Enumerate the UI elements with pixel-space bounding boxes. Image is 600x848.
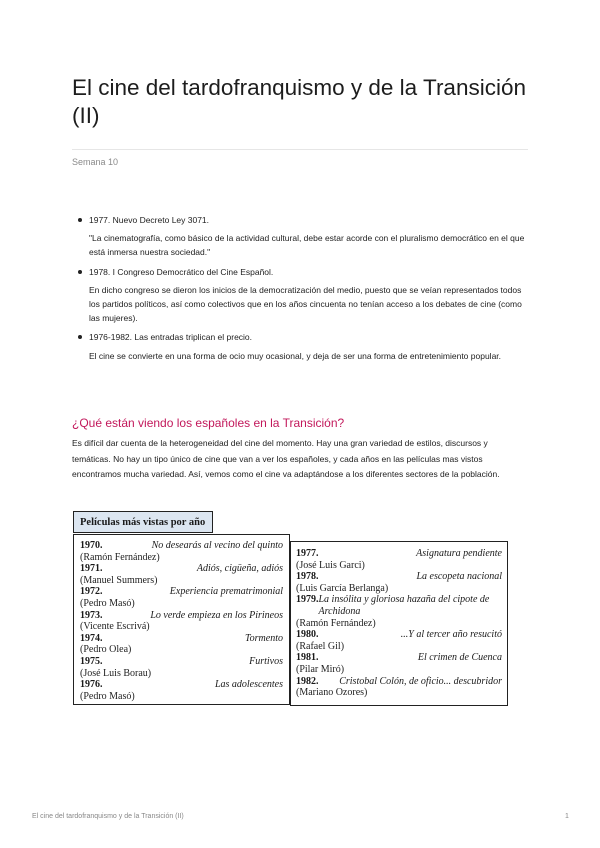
film-director: (Ramón Fernández) (80, 551, 160, 563)
film-director: (Pedro Olea) (80, 644, 132, 656)
film-year: 1981. (296, 652, 319, 664)
bullet-icon (78, 335, 82, 339)
film-entry (80, 656, 283, 679)
bullet-heading: 1977. Nuevo Decreto Ley 3071. (89, 215, 210, 225)
film-year: 1979. (296, 594, 319, 606)
film-director: (Manuel Summers) (80, 574, 158, 586)
film-year: 1976. (80, 679, 103, 691)
film-year: 1977. (296, 548, 319, 559)
section-paragraph: Es difícil dar cuenta de la heterogeneidad del cine del momento. Hay una gran variedad de estilos, discursos y temáticas. No hay un tipo único de cine que van a ver los españoles, y cada años en las películas mas vistos encontramos mucha variedad. Así, vemos como el cine va adaptándose a los diferentes sectores de la población. (72, 438, 500, 480)
film-title: El crimen de Cuenca (417, 652, 502, 664)
week-label: Semana 10 (72, 157, 119, 167)
film-entry (296, 676, 502, 699)
film-entry (80, 540, 283, 563)
film-title: Cristobal Colón, de oficio... descubridor (339, 675, 502, 687)
bullet-list (72, 213, 528, 368)
film-director: (Ramón Fernández) (296, 617, 376, 629)
table-header: Películas más vistas por año (73, 511, 213, 533)
film-year: 1974. (80, 632, 103, 644)
film-title: No desearás al vecino del quinto (151, 540, 283, 551)
film-entry (296, 548, 502, 571)
film-year: 1978. (296, 571, 319, 583)
film-title: Tormento (245, 632, 283, 644)
footer-title: El cine del tardofranquismo y de la Transición (II) (32, 813, 184, 820)
film-entry (296, 594, 502, 629)
film-director: (Pedro Masó) (80, 690, 135, 702)
film-year: 1971. (80, 563, 103, 575)
film-director: (Rafael Gil) (296, 640, 345, 652)
film-title: ...Y al tercer año resucitó (400, 629, 502, 641)
list-item (72, 330, 528, 362)
bullet-text: El cine se convierte en una forma de ocio muy ocasional, y deja de ser una forma de entretenimiento popular. (89, 350, 502, 361)
bullet-text: "La cinematografía, como básico de la actividad cultural, debe estar acorde con el pluralismo democrático en el que está inmersa nuestra sociedad." (89, 233, 525, 258)
film-entry (80, 610, 283, 633)
film-title: Asignatura pendiente (416, 548, 502, 559)
list-item (72, 213, 528, 260)
page-title: El cine del tardofranquismo y de la Transición (II) (72, 75, 526, 128)
list-item (72, 265, 528, 326)
film-director: (Vicente Escrivá) (80, 621, 150, 633)
film-entry (296, 571, 502, 594)
film-director: (José Luis Borau) (80, 667, 152, 679)
film-entry (80, 586, 283, 609)
film-entry (296, 652, 502, 675)
film-director: (Pilar Miró) (296, 663, 345, 675)
film-title: Lo verde empieza en los Pirineos (150, 609, 283, 621)
page-number: 1 (565, 813, 569, 820)
film-year: 1975. (80, 655, 103, 667)
film-entry (80, 563, 283, 586)
film-year: 1972. (80, 586, 103, 598)
films-table-right (290, 541, 508, 706)
film-director: (Luis García Berlanga) (296, 582, 389, 594)
film-entry (80, 679, 283, 702)
bullet-icon (78, 270, 82, 274)
film-year: 1970. (80, 540, 103, 551)
films-table-left (73, 534, 290, 705)
film-director: (Mariano Ozores) (296, 687, 368, 699)
film-entry (296, 629, 502, 652)
film-title: Furtivos (249, 655, 283, 667)
film-director: (José Luis Garci) (296, 559, 365, 571)
film-year: 1982. (296, 675, 319, 687)
film-entry (80, 633, 283, 656)
film-title: Experiencia prematrimonial (169, 586, 283, 598)
film-title: La escopeta nacional (416, 571, 502, 583)
bullet-icon (78, 218, 82, 222)
film-year: 1973. (80, 609, 103, 621)
film-title: Adiós, cigüeña, adiós (196, 563, 283, 575)
bullet-heading: 1978. I Congreso Democrático del Cine Español. (89, 266, 274, 277)
film-title: La insólita y gloriosa hazaña del cipote de Archidona (318, 594, 490, 617)
bullet-heading: 1976-1982. Las entradas triplican el precio. (89, 332, 253, 343)
bullet-text: En dicho congreso se dieron los inicios de la democratización del medio, puesto que se veían representados todos los partidos políticos, así como colectivos que en los años cincuenta no tenían acceso a los debates de cine (como las mujeres). (89, 284, 522, 324)
section-title: ¿Qué están viendo los españoles en la Transición? (72, 416, 345, 430)
film-title: Las adolescentes (214, 679, 283, 691)
film-year: 1980. (296, 629, 319, 641)
divider (72, 149, 528, 150)
film-director: (Pedro Masó) (80, 597, 135, 609)
